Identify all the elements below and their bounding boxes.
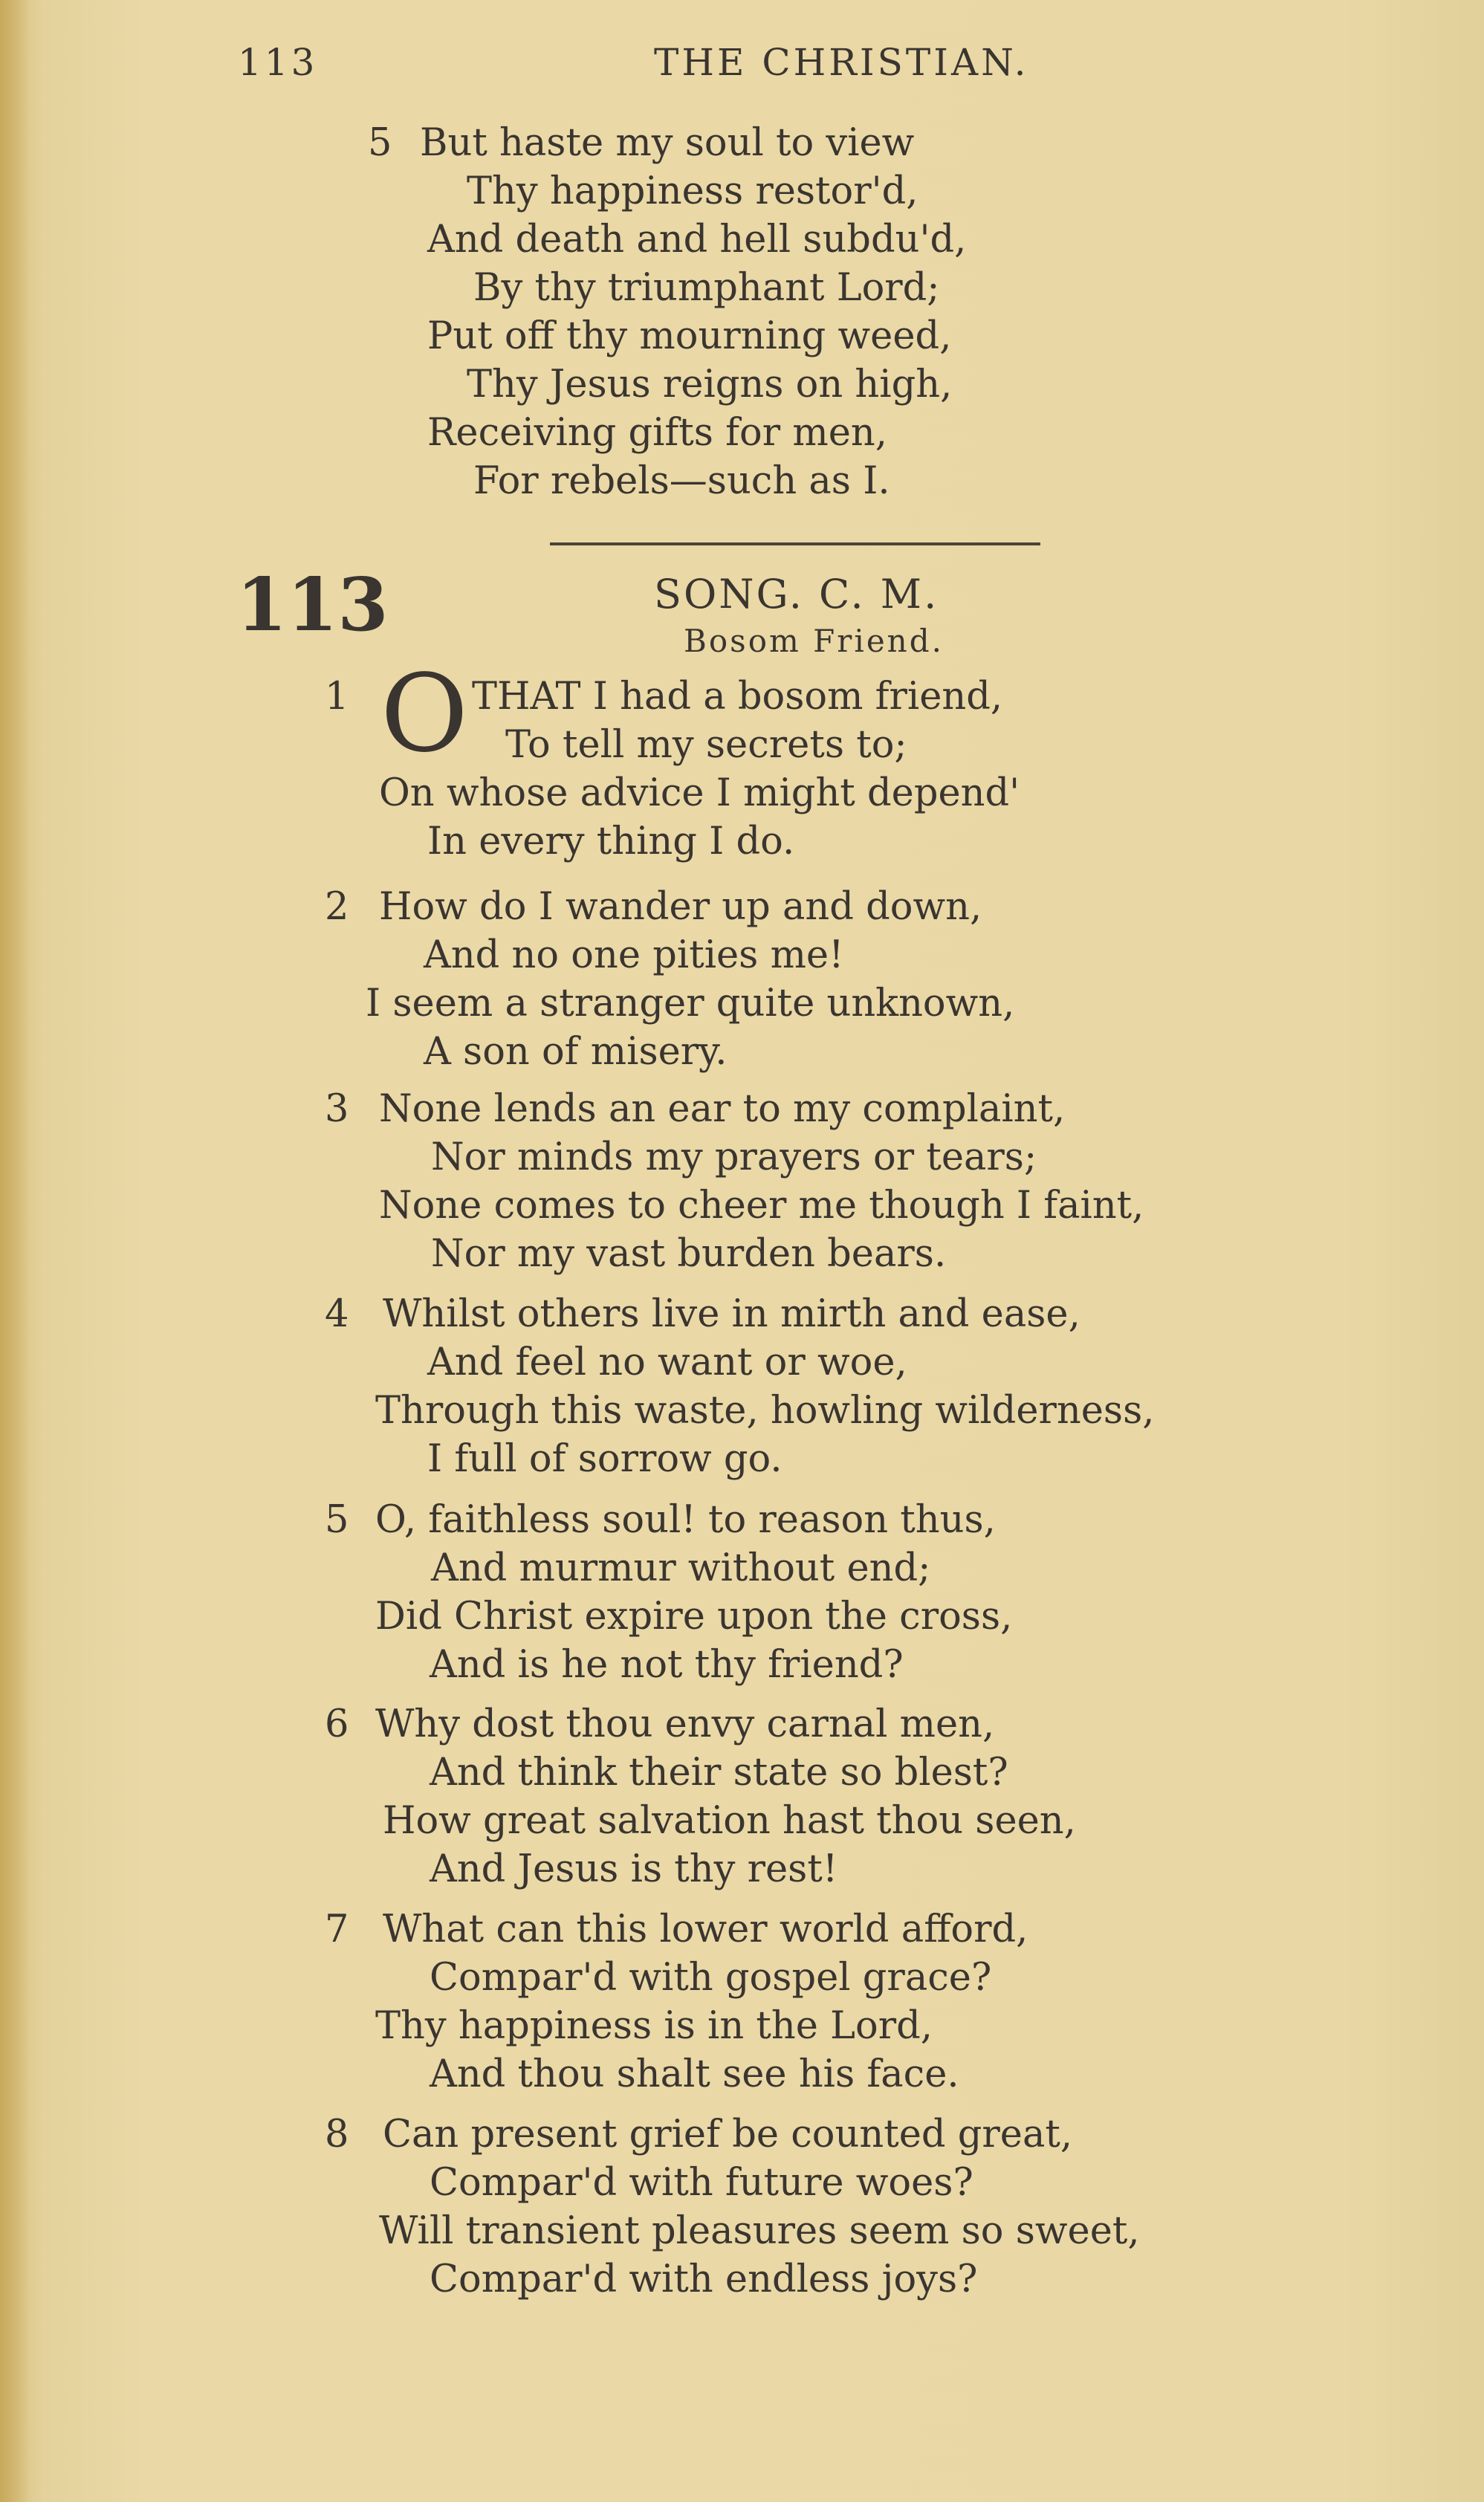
verse-line: And no one pities me!	[424, 933, 844, 977]
verse-line: Why dost thou envy carnal men,	[375, 1702, 995, 1746]
running-title: THE CHRISTIAN.	[654, 41, 1029, 84]
verse-line: On whose advice I might depend'	[379, 771, 1020, 815]
hymn-title: SONG. C. M.	[654, 571, 939, 618]
verse-number: 2	[325, 885, 349, 929]
verse-line: Compar'd with endless joys?	[430, 2258, 978, 2301]
verse-number: 6	[325, 1702, 349, 1746]
verse-line: To tell my secrets to;	[505, 723, 907, 767]
verse-line: Compar'd with gospel grace?	[430, 1956, 992, 2000]
verse-line: O, faithless soul! to reason thus,	[375, 1498, 996, 1542]
verse-line: Through this waste, howling wilderness,	[375, 1389, 1155, 1433]
verse-number: 8	[325, 2113, 349, 2156]
verse-line: Receiving gifts for men,	[427, 411, 887, 455]
verse-line: And feel no want or woe,	[427, 1341, 907, 1384]
verse-number: 4	[325, 1292, 349, 1336]
tune-name: Bosom Friend.	[684, 623, 944, 659]
hymn-number: 113	[236, 563, 389, 648]
verse-line: THAT I had a bosom friend,	[472, 675, 1003, 719]
verse-line: And Jesus is thy rest!	[430, 1847, 838, 1891]
verse-line: Will transient pleasures seem so sweet,	[379, 2209, 1140, 2253]
verse-number: 7	[325, 1908, 349, 1951]
verse-line: A son of misery.	[424, 1030, 728, 1074]
verse-line: And murmur without end;	[431, 1546, 931, 1590]
verse-line: Can present grief be counted great,	[383, 2113, 1073, 2156]
page-edge-shadow	[0, 0, 30, 2502]
verse-line: I full of sorrow go.	[427, 1437, 782, 1481]
verse-line: By thy triumphant Lord;	[473, 266, 940, 310]
verse-line: What can this lower world afford,	[383, 1908, 1028, 1951]
page-number: 113	[238, 41, 318, 84]
verse-number: 5	[325, 1498, 349, 1542]
verse-line: Nor my vast burden bears.	[431, 1232, 947, 1276]
verse-line: For rebels—such as I.	[473, 459, 890, 503]
verse-line: Did Christ expire upon the cross,	[375, 1595, 1013, 1639]
verse-line: None comes to cheer me though I faint,	[379, 1184, 1144, 1228]
verse-line: Whilst others live in mirth and ease,	[383, 1292, 1080, 1336]
running-header	[238, 41, 1092, 85]
verse-line: How do I wander up and down,	[379, 885, 982, 929]
verse-line: And thou shalt see his face.	[430, 2052, 959, 2096]
verse-number: 1	[325, 675, 349, 719]
verse-line: None lends an ear to my complaint,	[379, 1087, 1066, 1131]
drop-cap: O	[380, 651, 469, 776]
verse-line: And is he not thy friend?	[430, 1643, 904, 1687]
verse-number: 3	[325, 1087, 349, 1131]
verse-line: How great salvation hast thou seen,	[383, 1799, 1076, 1843]
verse-line: I seem a stranger quite unknown,	[366, 982, 1015, 1025]
verse-line: Put off thy mourning weed,	[427, 314, 952, 358]
verse-number: 5	[368, 121, 392, 165]
verse-line: Thy happiness restor'd,	[467, 169, 918, 213]
verse-line: Thy happiness is in the Lord,	[375, 2004, 933, 2048]
section-divider	[550, 542, 1040, 545]
verse-line: Compar'd with future woes?	[430, 2161, 973, 2205]
verse-line: And death and hell subdu'd,	[427, 218, 967, 262]
verse-line: But haste my soul to view	[420, 121, 915, 165]
verse-line: Thy Jesus reigns on high,	[467, 363, 953, 406]
verse-line: In every thing I do.	[427, 820, 795, 863]
verse-line: And think their state so blest?	[430, 1751, 1008, 1795]
verse-line: Nor minds my prayers or tears;	[431, 1135, 1037, 1179]
